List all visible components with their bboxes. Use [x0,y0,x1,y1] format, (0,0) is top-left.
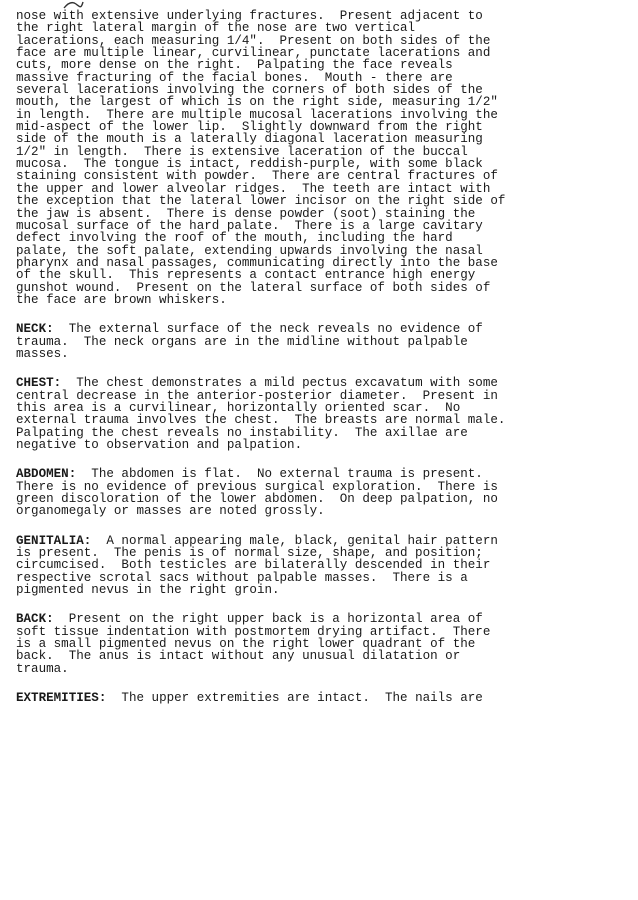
line-text: The upper extremities are intact. The nails are [106,691,483,706]
line-text: circumcised. Both testicles are bilaterally descended in their [16,558,491,573]
line-text: 1/2" in length. There is extensive laceration of the buccal [16,144,468,159]
line-text: external trauma involves the chest. The breasts are normal male. [16,413,506,428]
line-text: the upper and lower alveolar ridges. The teeth are intact with [16,181,491,196]
text-line [16,650,638,662]
section-heading: EXTREMITIES: [16,691,107,706]
line-text: A normal appearing male, black, genital hair pattern [91,533,498,548]
paragraph [16,377,638,451]
line-text: soft tissue indentation with postmortem drying artifact. There [16,624,491,639]
line-text: the exception that the lateral lower incisor on the right side of [16,194,506,209]
section-heading: NECK: [16,322,54,337]
line-text: staining consistent with powder. There are central fractures of [16,169,498,184]
line-text: nose with extensive underlying fractures. Present adjacent to [16,9,483,23]
line-text: There is no evidence of previous surgical exploration. There is [16,479,498,494]
line-text: pigmented nevus in the right groin. [16,583,280,598]
document-body [16,10,638,705]
text-line [16,663,638,675]
line-text: this area is a curvilinear, horizontally oriented scar. No [16,400,461,415]
section-heading: BACK: [16,612,54,627]
line-text: mouth, the largest of which is on the right side, measuring 1/2" [16,95,498,110]
line-text: lacerations, each measuring 1/4". Present on both sides of the [16,33,491,48]
section-heading: ABDOMEN: [16,467,77,482]
line-text: of the skull. This represents a contact entrance high energy [16,268,476,283]
line-text: the right lateral margin of the nose are two vertical [16,21,416,36]
line-text: mucosa. The tongue is intact, reddish-purple, with some black [16,157,483,172]
line-text: respective scrotal sacs without palpable masses. There is a [16,570,468,585]
paragraph [16,613,638,675]
line-text: Palpating the chest reveals no instability. The axillae are [16,425,468,440]
line-text: mucosal surface of the hard palate. There is a large cavitary [16,218,483,233]
text-line [16,348,638,360]
line-text: side of the mouth is a laterally diagonal laceration measuring [16,132,483,147]
line-text: pharynx and nasal passages, communicating directly into the base [16,255,498,270]
line-text: is a small pigmented nevus on the right lower quadrant of the [16,637,476,652]
line-text: The external surface of the neck reveals no evidence of [53,322,483,337]
handwritten-mark [62,0,84,10]
line-text: the jaw is absent. There is dense powder (soot) staining the [16,206,476,221]
line-text: back. The anus is intact without any unusual dilatation or [16,649,461,664]
line-text: face are multiple linear, curvilinear, punctate lacerations and [16,46,491,61]
text-line [16,692,638,704]
line-text: organomegaly or masses are noted grossly. [16,504,325,519]
line-text: central decrease in the anterior-posterior diameter. Present in [16,388,498,403]
section-heading: CHEST: [16,376,62,391]
paragraph [16,323,638,360]
text-line [16,584,638,596]
text-line [16,336,638,348]
text-line [16,439,638,451]
line-text: cuts, more dense on the right. Palpating the face reveals [16,58,453,73]
paragraph [16,10,638,306]
section-heading: GENITALIA: [16,533,92,548]
line-text: green discoloration of the lower abdomen. On deep palpation, no [16,492,498,507]
paragraph [16,468,638,517]
line-text: Present on the right upper back is a horizontal area of [53,612,483,627]
line-text: in length. There are multiple mucosal lacerations involving the [16,107,498,122]
line-text: palate, the soft palate, extending upwards involving the nasal [16,243,483,258]
line-text: The abdomen is flat. No external trauma is present. [76,467,483,482]
line-text: several lacerations involving the corners of both sides of the [16,83,483,98]
line-text: masses. [16,346,69,361]
text-line [16,505,638,517]
line-text: defect involving the roof of the mouth, including the hard [16,231,453,246]
line-text: massive fracturing of the facial bones. Mouth - there are [16,70,453,85]
text-line [16,294,638,306]
line-text: trauma. The neck organs are in the midline without palpable [16,334,468,349]
paragraph [16,692,638,704]
line-text: negative to observation and palpation. [16,438,303,452]
line-text: trauma. [16,661,69,676]
line-text: the face are brown whiskers. [16,292,227,307]
line-text: The chest demonstrates a mild pectus excavatum with some [61,376,498,391]
line-text: mid-aspect of the lower lip. Slightly downward from the right [16,120,483,135]
paragraph [16,535,638,597]
line-text: is present. The penis is of normal size, shape, and position; [16,546,483,561]
line-text: gunshot wound. Present on the lateral surface of both sides of [16,280,491,295]
